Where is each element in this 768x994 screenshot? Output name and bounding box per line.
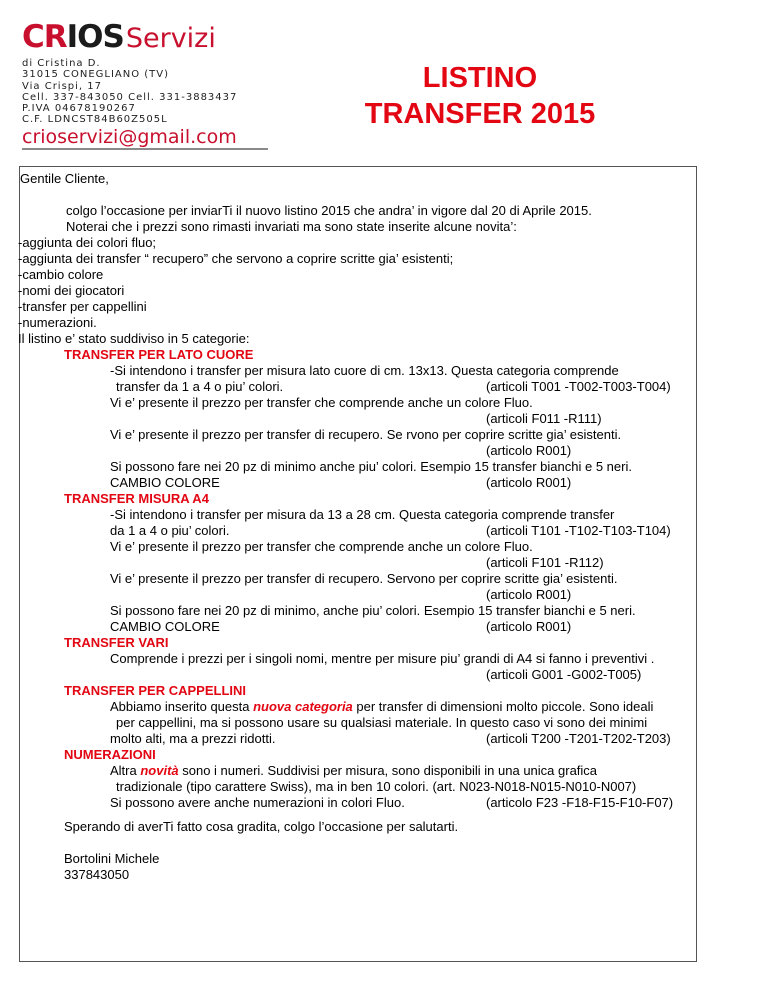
category-text: -Si intendono i transfer per misura da 13 a 28 cm. Questa categoria comprende transfer [110,507,615,522]
bullet-item: -nomi dei giocatori [18,283,125,298]
article-codes: (articoli T001 -T002-T003-T004) [486,379,671,394]
text-run: sono i numeri. Suddivisi per misura, sono disponibili in una unica grafica [178,763,598,778]
category-text: transfer da 1 a 4 o piu’ colori. [116,379,284,394]
logo-brand-part2: IOS [66,19,124,55]
logo-email: crioservizi@gmail.com [22,125,237,148]
greeting: Gentile Cliente, [20,171,109,186]
article-codes: (articoli T200 -T201-T202-T203) [486,731,671,746]
logo-phones: Cell. 337-843050 Cell. 331-3883437 [22,91,238,103]
article-codes: (articoli F011 -R111) [486,411,602,426]
text-run: Abbiamo inserito questa [110,699,254,714]
article-codes: (articolo F23 -F18-F15-F10-F07) [486,795,674,810]
category-text: Si possono fare nei 20 pz di minimo, anche piu’ colori. Esempio 15 transfer bianchi e 5 neri. [110,603,636,618]
title-line1: LISTINO [422,62,538,94]
category-heading: TRANSFER PER LATO CUORE [64,347,254,362]
logo-brand [22,19,272,57]
article-codes: (articoli F101 -R112) [486,555,604,570]
logo-brand-part3: Servizi [125,23,216,54]
article-codes: (articoli T101 -T102-T103-T104) [486,523,671,538]
category-text: Si possono avere anche numerazioni in colori Fluo. [110,795,405,810]
signature-phone: 337843050 [64,867,130,882]
categories-intro: Il listino e’ stato suddiviso in 5 categorie: [18,331,250,346]
category-heading: TRANSFER MISURA A4 [64,491,209,506]
intro-line1: colgo l’occasione per inviarTi il nuovo listino 2015 che andra’ in vigore dal 20 di Aprile 2015. [66,203,592,218]
bullet-item: -aggiunta dei colori fluo; [18,235,157,250]
category-text [110,763,597,779]
company-logo [22,19,272,150]
article-codes: (articolo R001) [486,619,572,634]
category-text: Si possono fare nei 20 pz di minimo anche piu’ colori. Esempio 15 transfer bianchi e 5 neri. [110,459,632,474]
category-text: per cappellini, ma si possono usare su qualsiasi materiale. In questo caso vi sono dei minimi [116,715,648,730]
article-codes: (articolo R001) [486,443,572,458]
text-run: per transfer di dimensioni molto piccole. Sono ideali [352,699,654,714]
article-codes: (articoli G001 -G002-T005) [486,667,642,682]
bullet-item: -cambio colore [18,267,104,282]
bullet-item: -numerazioni. [18,315,97,330]
logo-owner: di Cristina D. [22,58,101,69]
category-text: tradizionale (tipo carattere Swiss), ma in ben 10 colori. (art. N023-N018-N015-N010-N007) [116,779,637,794]
category-text: molto alti, ma a prezzi ridotti. [110,731,276,746]
highlight-text: novità [140,763,179,778]
logo-brand-part1: CR [22,19,67,55]
category-heading: TRANSFER VARI [64,635,169,650]
category-heading: NUMERAZIONI [64,747,156,762]
text-run: Altra [110,763,141,778]
closing: Sperando di averTi fatto cosa gradita, colgo l’occasione per salutarti. [64,819,459,834]
category-text: Vi e’ presente il prezzo per transfer che comprende anche un colore Fluo. [110,395,533,410]
category-text: da 1 a 4 o piu’ colori. [110,523,230,538]
article-codes: (articolo R001) [486,475,572,490]
logo-piva: P.IVA 04678190267 [22,103,136,115]
category-text: CAMBIO COLORE [110,619,220,634]
bullet-item: -aggiunta dei transfer “ recupero” che servono a coprire scritte gia’ esistenti; [18,251,454,266]
logo-address2: Via Crispi, 17 [22,80,102,92]
category-text: Vi e’ presente il prezzo per transfer di recupero. Servono per coprire scritte gia’ esistenti. [110,571,618,586]
document-title [330,60,630,132]
article-codes: (articolo R001) [486,587,572,602]
logo-address1: 31015 CONEGLIANO (TV) [22,69,170,81]
category-text: -Si intendono i transfer per misura lato cuore di cm. 13x13. Questa categoria comprende [110,363,619,378]
letter-box [19,166,697,962]
category-heading: TRANSFER PER CAPPELLINI [64,683,247,698]
category-text: Comprende i prezzi per i singoli nomi, mentre per misure piu’ grandi di A4 si fanno i preventivi . [110,651,655,666]
logo-underline [22,148,268,150]
highlight-text: nuova categoria [253,699,353,714]
category-text: CAMBIO COLORE [110,475,220,490]
category-text: Vi e’ presente il prezzo per transfer che comprende anche un colore Fluo. [110,539,533,554]
title-line2: TRANSFER 2015 [364,98,596,130]
intro-line2: Noterai che i prezzi sono rimasti invariati ma sono state inserite alcune novita’: [66,219,517,234]
signature-name: Bortolini Michele [64,851,160,866]
category-text [110,699,653,715]
bullet-item: -transfer per cappellini [18,299,147,314]
category-text: Vi e’ presente il prezzo per transfer di recupero. Se rvono per coprire scritte gia’ esistenti. [110,427,622,442]
logo-cf: C.F. LDNCST84B60Z505L [22,114,168,126]
